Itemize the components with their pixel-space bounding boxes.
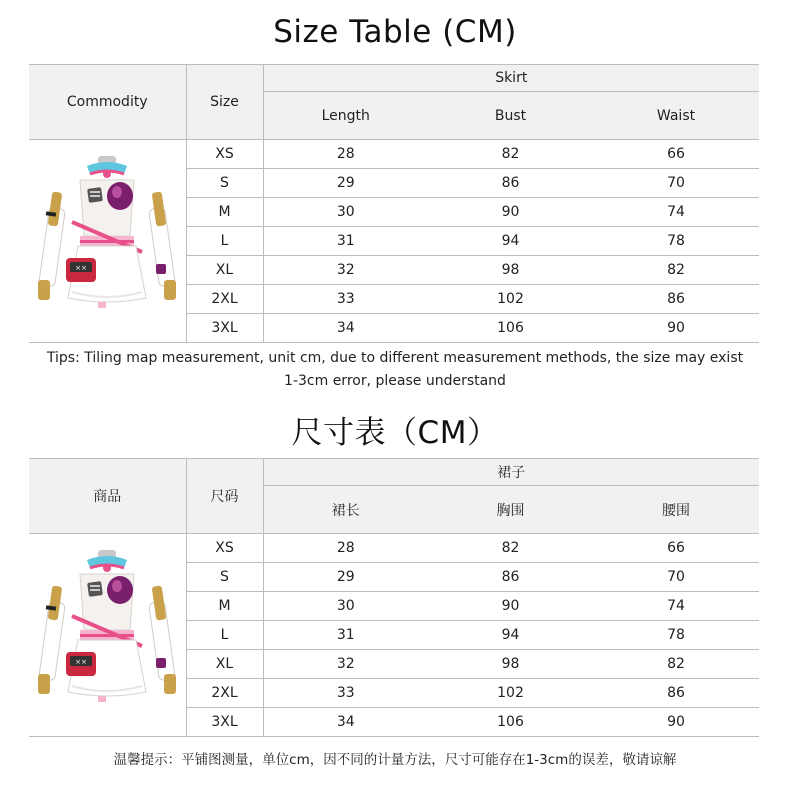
table-row <box>29 534 759 563</box>
header-waist: Waist <box>593 92 759 140</box>
header-commodity: Commodity <box>29 65 186 140</box>
bust-cell: 90 <box>428 592 593 621</box>
header-bust: Bust <box>428 92 593 140</box>
waist-cell: 66 <box>593 140 759 169</box>
size-cell: XL <box>186 650 263 679</box>
tips-cn: 温馨提示：平铺图测量，单位cm，因不同的计量方法，尺寸可能存在1-3cm的误差，敬请谅解 <box>113 752 677 768</box>
size-cell: S <box>186 563 263 592</box>
bust-cell: 98 <box>428 650 593 679</box>
costume-dress-image <box>32 152 182 330</box>
size-cell: 2XL <box>186 285 263 314</box>
header-size: 尺码 <box>186 459 263 534</box>
length-cell: 28 <box>263 140 428 169</box>
table-row <box>29 140 759 169</box>
waist-cell: 90 <box>593 314 759 343</box>
tips-line-2: 1-3cm error, please understand <box>284 373 506 389</box>
size-table-en <box>29 64 759 343</box>
header-skirt: 裙子 <box>263 459 759 486</box>
bust-cell: 98 <box>428 256 593 285</box>
bust-cell: 90 <box>428 198 593 227</box>
size-cell: XL <box>186 256 263 285</box>
waist-cell: 90 <box>593 708 759 737</box>
bust-cell: 82 <box>428 140 593 169</box>
bust-cell: 102 <box>428 679 593 708</box>
header-length: 裙长 <box>263 486 428 534</box>
header-size: Size <box>186 65 263 140</box>
length-cell: 29 <box>263 563 428 592</box>
size-cell: 3XL <box>186 708 263 737</box>
bust-cell: 82 <box>428 534 593 563</box>
size-cell: XS <box>186 534 263 563</box>
length-cell: 28 <box>263 534 428 563</box>
waist-cell: 70 <box>593 169 759 198</box>
svg-text:××: ×× <box>75 658 88 666</box>
bust-cell: 94 <box>428 621 593 650</box>
bust-cell: 102 <box>428 285 593 314</box>
size-cell: 3XL <box>186 314 263 343</box>
length-cell: 33 <box>263 679 428 708</box>
bust-cell: 106 <box>428 314 593 343</box>
length-cell: 30 <box>263 592 428 621</box>
length-cell: 32 <box>263 256 428 285</box>
size-cell: M <box>186 592 263 621</box>
costume-dress-image <box>32 546 182 724</box>
length-cell: 31 <box>263 227 428 256</box>
size-cell: S <box>186 169 263 198</box>
product-image-cell <box>29 534 186 737</box>
header-bust: 胸围 <box>428 486 593 534</box>
length-cell: 32 <box>263 650 428 679</box>
size-table-title-en: Size Table (CM) <box>273 14 517 50</box>
waist-cell: 78 <box>593 227 759 256</box>
product-image-cell <box>29 140 186 343</box>
waist-cell: 86 <box>593 679 759 708</box>
header-skirt: Skirt <box>263 65 759 92</box>
size-cell: 2XL <box>186 679 263 708</box>
tips-en <box>0 347 790 393</box>
bust-cell: 106 <box>428 708 593 737</box>
svg-text:××: ×× <box>75 264 88 272</box>
waist-cell: 74 <box>593 592 759 621</box>
length-cell: 30 <box>263 198 428 227</box>
waist-cell: 74 <box>593 198 759 227</box>
bust-cell: 86 <box>428 563 593 592</box>
size-cell: L <box>186 621 263 650</box>
size-table-cn <box>29 458 759 737</box>
length-cell: 33 <box>263 285 428 314</box>
length-cell: 29 <box>263 169 428 198</box>
waist-cell: 82 <box>593 256 759 285</box>
bust-cell: 94 <box>428 227 593 256</box>
waist-cell: 82 <box>593 650 759 679</box>
size-cell: L <box>186 227 263 256</box>
length-cell: 34 <box>263 708 428 737</box>
waist-cell: 66 <box>593 534 759 563</box>
waist-cell: 86 <box>593 285 759 314</box>
bust-cell: 86 <box>428 169 593 198</box>
size-cell: M <box>186 198 263 227</box>
waist-cell: 70 <box>593 563 759 592</box>
length-cell: 34 <box>263 314 428 343</box>
length-cell: 31 <box>263 621 428 650</box>
waist-cell: 78 <box>593 621 759 650</box>
size-table-title-cn: 尺寸表（CM） <box>291 415 499 451</box>
size-cell: XS <box>186 140 263 169</box>
tips-line-1: Tips: Tiling map measurement, unit cm, due to different measurement methods, the size may exist <box>46 350 744 366</box>
header-waist: 腰围 <box>593 486 759 534</box>
header-commodity: 商品 <box>29 459 186 534</box>
header-length: Length <box>263 92 428 140</box>
